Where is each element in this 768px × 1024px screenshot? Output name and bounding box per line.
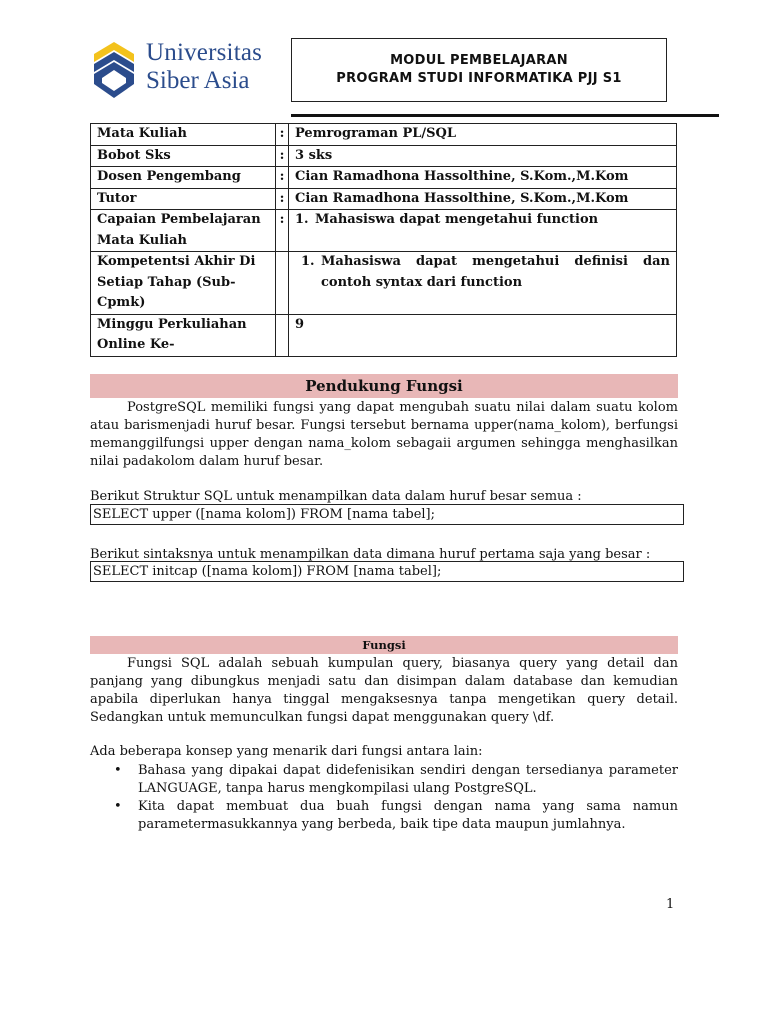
bullet-icon: •	[114, 763, 122, 778]
module-title-box	[291, 38, 667, 102]
item-number: 1.	[301, 254, 315, 269]
row-label: Kompetentsi Akhir Di Setiap Tahap (Sub-Cpmk)	[91, 252, 276, 315]
bullet-icon: •	[114, 799, 122, 814]
table-row	[91, 167, 677, 189]
row-label: Bobot Sks	[91, 145, 276, 167]
shield-logo-icon	[90, 40, 146, 102]
table-row	[91, 252, 677, 315]
row-separator: :	[276, 210, 289, 252]
row-value: Cian Ramadhona Hassolthine, S.Kom.,M.Kom	[289, 188, 677, 210]
row-label: Capaian Pembelajaran Mata Kuliah	[91, 210, 276, 252]
logo-wordmark	[146, 38, 262, 94]
numbered-item	[295, 210, 670, 231]
header-divider	[291, 114, 719, 117]
row-separator: :	[276, 145, 289, 167]
row-label: Tutor	[91, 188, 276, 210]
table-row	[91, 188, 677, 210]
row-value: Pemrograman PL/SQL	[289, 124, 677, 146]
list-item	[90, 798, 678, 834]
concept-list	[90, 762, 678, 834]
row-separator: :	[276, 188, 289, 210]
table-row	[91, 145, 677, 167]
table-row	[91, 124, 677, 146]
page-number: 1	[666, 897, 675, 912]
row-value	[289, 252, 677, 315]
table-row	[91, 314, 677, 356]
lead-text-initcap: Berikut sintaksnya untuk menampilkan data dimana huruf pertama saja yang besar :	[90, 547, 651, 562]
course-info-table	[90, 123, 677, 357]
row-value: 3 sks	[289, 145, 677, 167]
item-number: 1.	[295, 212, 309, 227]
paragraph-upper-function: PostgreSQL memiliki fungsi yang dapat mengubah suatu nilai dalam suatu kolom atau barismenjadi huruf besar. Fungsi tersebut bernama upper(nama_kolom), berfungsi memanggilfungsi upper dengan nama_kolom sebagaii argumen sehingga menghasilkan nilai padakolom dalam huruf besar.	[90, 400, 678, 469]
logo-line-1: Universitas	[146, 39, 263, 66]
list-item-text: Bahasa yang dipakai dapat didefenisikan sendiri dengan tersedianya parameter LANGUAGE, tanpa harus mengkompilasi ulang PostgreSQL.	[138, 763, 678, 796]
logo-line-2: Siber Asia	[146, 67, 250, 94]
section-heading-pendukung-fungsi: Pendukung Fungsi	[90, 374, 678, 398]
paragraph-fungsi: Fungsi SQL adalah sebuah kumpulan query, biasanya query yang detail dan panjang yang dibungkus menjadi satu dan disimpan dalam database dan kemudian apabila diperlukan hanya tinggal mengaksesnya tanpa mengetikan query detail. Sedangkan untuk memunculkan fungsi dapat menggunakan query \df.	[90, 656, 678, 725]
row-separator: :	[276, 167, 289, 189]
row-value	[289, 210, 677, 252]
item-text: Mahasiswa dapat mengetahui function	[315, 212, 599, 227]
row-value: Cian Ramadhona Hassolthine, S.Kom.,M.Kom	[289, 167, 677, 189]
section-heading-fungsi: Fungsi	[90, 636, 678, 654]
lead-text-concepts: Ada beberapa konsep yang menarik dari fungsi antara lain:	[90, 744, 483, 759]
module-title: MODUL PEMBELAJARAN	[390, 53, 568, 68]
table-row	[91, 210, 677, 252]
list-item-text: Kita dapat membuat dua buah fungsi dengan nama yang sama namun parametermasukkannya yang berbeda, baik tipe data maupun jumlahnya.	[138, 799, 678, 832]
row-label: Minggu Perkuliahan Online Ke-	[91, 314, 276, 356]
program-title: PROGRAM STUDI INFORMATIKA PJJ S1	[336, 71, 622, 86]
row-separator	[276, 252, 289, 315]
row-label: Mata Kuliah	[91, 124, 276, 146]
row-value: 9	[289, 314, 677, 356]
row-separator: :	[276, 124, 289, 146]
item-text: Mahasiswa dapat mengetahui definisi dan contoh syntax dari function	[321, 254, 670, 290]
numbered-item	[295, 252, 670, 293]
lead-text-upper: Berikut Struktur SQL untuk menampilkan data dalam huruf besar semua :	[90, 489, 582, 504]
row-label: Dosen Pengembang	[91, 167, 276, 189]
row-separator	[276, 314, 289, 356]
code-box-upper: SELECT upper ([nama kolom]) FROM [nama tabel];	[90, 504, 684, 525]
code-box-initcap: SELECT initcap ([nama kolom]) FROM [nama tabel];	[90, 561, 684, 582]
list-item	[90, 762, 678, 798]
